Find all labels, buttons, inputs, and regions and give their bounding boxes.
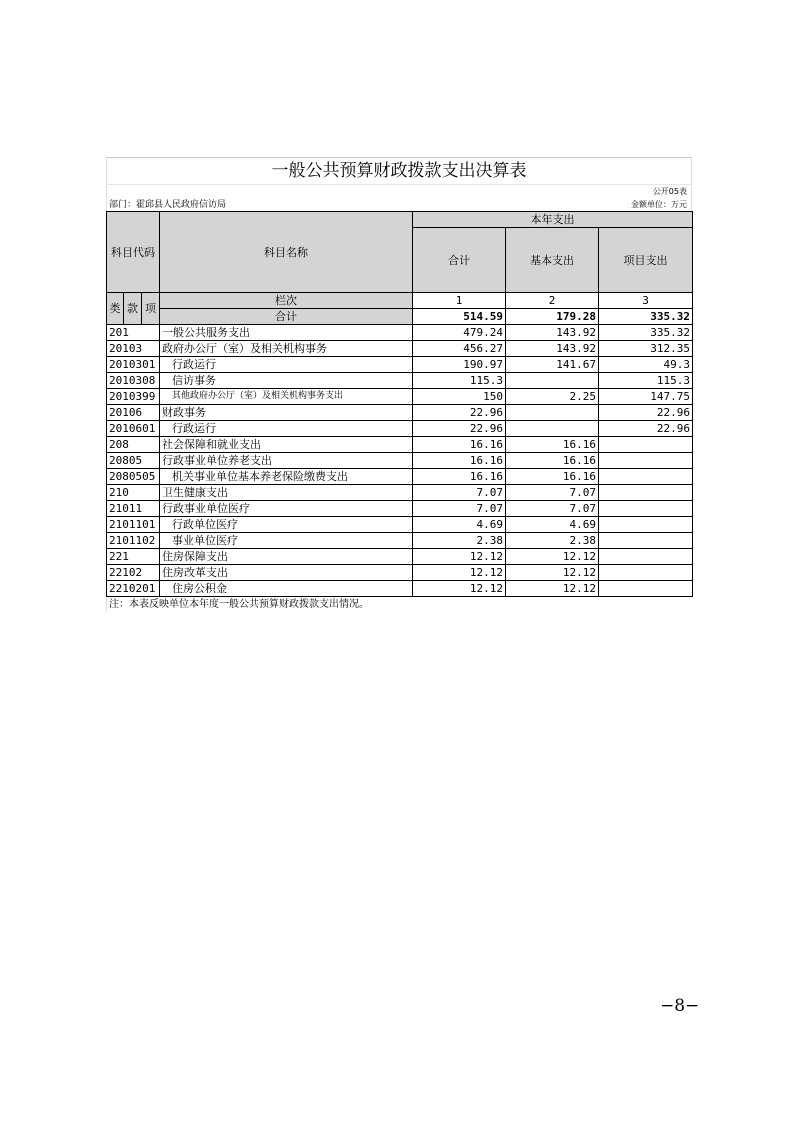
table-row	[107, 373, 693, 389]
row-basic: 12.12	[506, 549, 599, 565]
department-row	[106, 199, 692, 211]
header-column-order: 栏次	[160, 293, 413, 309]
row-total: 12.12	[413, 565, 506, 581]
row-name: 行政事业单位医疗	[160, 501, 413, 517]
row-code: 2010601	[107, 421, 160, 437]
row-project: 312.35	[599, 341, 693, 357]
row-basic	[506, 373, 599, 389]
row-project	[599, 533, 693, 549]
row-code: 20103	[107, 341, 160, 357]
grand-total-total: 514.59	[413, 309, 506, 325]
header-current-year: 本年支出	[413, 212, 693, 228]
header-lei: 类	[107, 293, 124, 325]
table-row	[107, 453, 693, 469]
table-row	[107, 549, 693, 565]
row-project	[599, 469, 693, 485]
department-label: 部门：霍邱县人民政府信访局	[109, 200, 227, 210]
table-row	[107, 405, 693, 421]
note-row	[107, 597, 693, 613]
row-total: 115.3	[413, 373, 506, 389]
row-project	[599, 437, 693, 453]
row-total: 456.27	[413, 341, 506, 357]
row-name: 信访事务	[160, 373, 413, 389]
row-name: 社会保障和就业支出	[160, 437, 413, 453]
table-row	[107, 341, 693, 357]
row-basic: 16.16	[506, 469, 599, 485]
row-code: 20805	[107, 453, 160, 469]
row-basic: 7.07	[506, 501, 599, 517]
row-name: 行政运行	[160, 421, 413, 437]
row-basic: 16.16	[506, 437, 599, 453]
header-project: 项目支出	[599, 228, 693, 293]
header-subject-code: 科目代码	[107, 212, 160, 293]
table-row	[107, 357, 693, 373]
table-note: 注：本表反映单位本年度一般公共预算财政拨款支出情况。	[107, 597, 693, 613]
table-row	[107, 421, 693, 437]
row-total: 22.96	[413, 421, 506, 437]
row-basic: 12.12	[506, 581, 599, 597]
row-total: 16.16	[413, 469, 506, 485]
row-name: 住房改革支出	[160, 565, 413, 581]
row-name: 住房公积金	[160, 581, 413, 597]
row-code: 21011	[107, 501, 160, 517]
row-project	[599, 565, 693, 581]
grand-total-project: 335.32	[599, 309, 693, 325]
row-code: 2010308	[107, 373, 160, 389]
row-name: 一般公共服务支出	[160, 325, 413, 341]
row-total: 22.96	[413, 405, 506, 421]
row-total: 16.16	[413, 437, 506, 453]
row-code: 2080505	[107, 469, 160, 485]
col-number-2: 2	[506, 293, 599, 309]
row-project: 22.96	[599, 421, 693, 437]
row-total: 2.38	[413, 533, 506, 549]
table-row	[107, 565, 693, 581]
form-code: 公开05表	[652, 187, 687, 196]
row-basic: 2.38	[506, 533, 599, 549]
col-number-1: 1	[413, 293, 506, 309]
header-basic: 基本支出	[506, 228, 599, 293]
grand-total-label: 合计	[160, 309, 413, 325]
table-title: 一般公共预算财政拨款支出决算表	[106, 157, 692, 184]
row-project: 147.75	[599, 389, 693, 405]
row-name: 行政运行	[160, 357, 413, 373]
row-code: 2010399	[107, 389, 160, 405]
row-basic: 141.67	[506, 357, 599, 373]
row-name: 行政事业单位养老支出	[160, 453, 413, 469]
expenditure-table	[106, 211, 693, 612]
row-total: 12.12	[413, 581, 506, 597]
row-name: 政府办公厅（室）及相关机构事务	[160, 341, 413, 357]
row-basic: 4.69	[506, 517, 599, 533]
table-row	[107, 469, 693, 485]
row-project: 115.3	[599, 373, 693, 389]
grand-total-basic: 179.28	[506, 309, 599, 325]
row-code: 20106	[107, 405, 160, 421]
row-name: 其他政府办公厅（室）及相关机构事务支出	[160, 389, 413, 405]
row-basic	[506, 421, 599, 437]
page-number: −8−	[660, 996, 700, 1016]
row-name: 住房保障支出	[160, 549, 413, 565]
table-row	[107, 517, 693, 533]
row-project	[599, 517, 693, 533]
table-row	[107, 437, 693, 453]
row-name: 机关事业单位基本养老保险缴费支出	[160, 469, 413, 485]
row-total: 4.69	[413, 517, 506, 533]
row-name: 财政事务	[160, 405, 413, 421]
row-code: 2101101	[107, 517, 160, 533]
row-code: 22102	[107, 565, 160, 581]
row-code: 208	[107, 437, 160, 453]
row-project: 335.32	[599, 325, 693, 341]
row-total: 190.97	[413, 357, 506, 373]
table-row	[107, 533, 693, 549]
budget-sheet	[106, 157, 692, 612]
header-subject-name: 科目名称	[160, 212, 413, 293]
row-project: 22.96	[599, 405, 693, 421]
table-row	[107, 581, 693, 597]
row-code: 2101102	[107, 533, 160, 549]
header-total: 合计	[413, 228, 506, 293]
row-project	[599, 581, 693, 597]
row-code: 201	[107, 325, 160, 341]
row-basic: 143.92	[506, 341, 599, 357]
row-project	[599, 549, 693, 565]
row-project	[599, 485, 693, 501]
table-row	[107, 485, 693, 501]
row-total: 479.24	[413, 325, 506, 341]
row-total: 7.07	[413, 501, 506, 517]
table-row	[107, 389, 693, 405]
row-project	[599, 501, 693, 517]
col-number-3: 3	[599, 293, 693, 309]
row-basic: 12.12	[506, 565, 599, 581]
row-code: 2010301	[107, 357, 160, 373]
row-code: 221	[107, 549, 160, 565]
row-name: 行政单位医疗	[160, 517, 413, 533]
row-basic: 143.92	[506, 325, 599, 341]
row-name: 事业单位医疗	[160, 533, 413, 549]
row-name: 卫生健康支出	[160, 485, 413, 501]
row-total: 7.07	[413, 485, 506, 501]
row-basic: 2.25	[506, 389, 599, 405]
header-kuan: 款	[124, 293, 142, 325]
row-code: 2210201	[107, 581, 160, 597]
row-basic: 16.16	[506, 453, 599, 469]
table-row	[107, 501, 693, 517]
row-basic	[506, 405, 599, 421]
row-total: 16.16	[413, 453, 506, 469]
table-row	[107, 325, 693, 341]
unit-label: 金额单位：万元	[631, 200, 687, 209]
row-total: 150	[413, 389, 506, 405]
row-basic: 7.07	[506, 485, 599, 501]
row-project	[599, 453, 693, 469]
form-code-row	[106, 184, 692, 199]
row-project: 49.3	[599, 357, 693, 373]
header-xiang: 项	[142, 293, 160, 325]
row-total: 12.12	[413, 549, 506, 565]
row-code: 210	[107, 485, 160, 501]
